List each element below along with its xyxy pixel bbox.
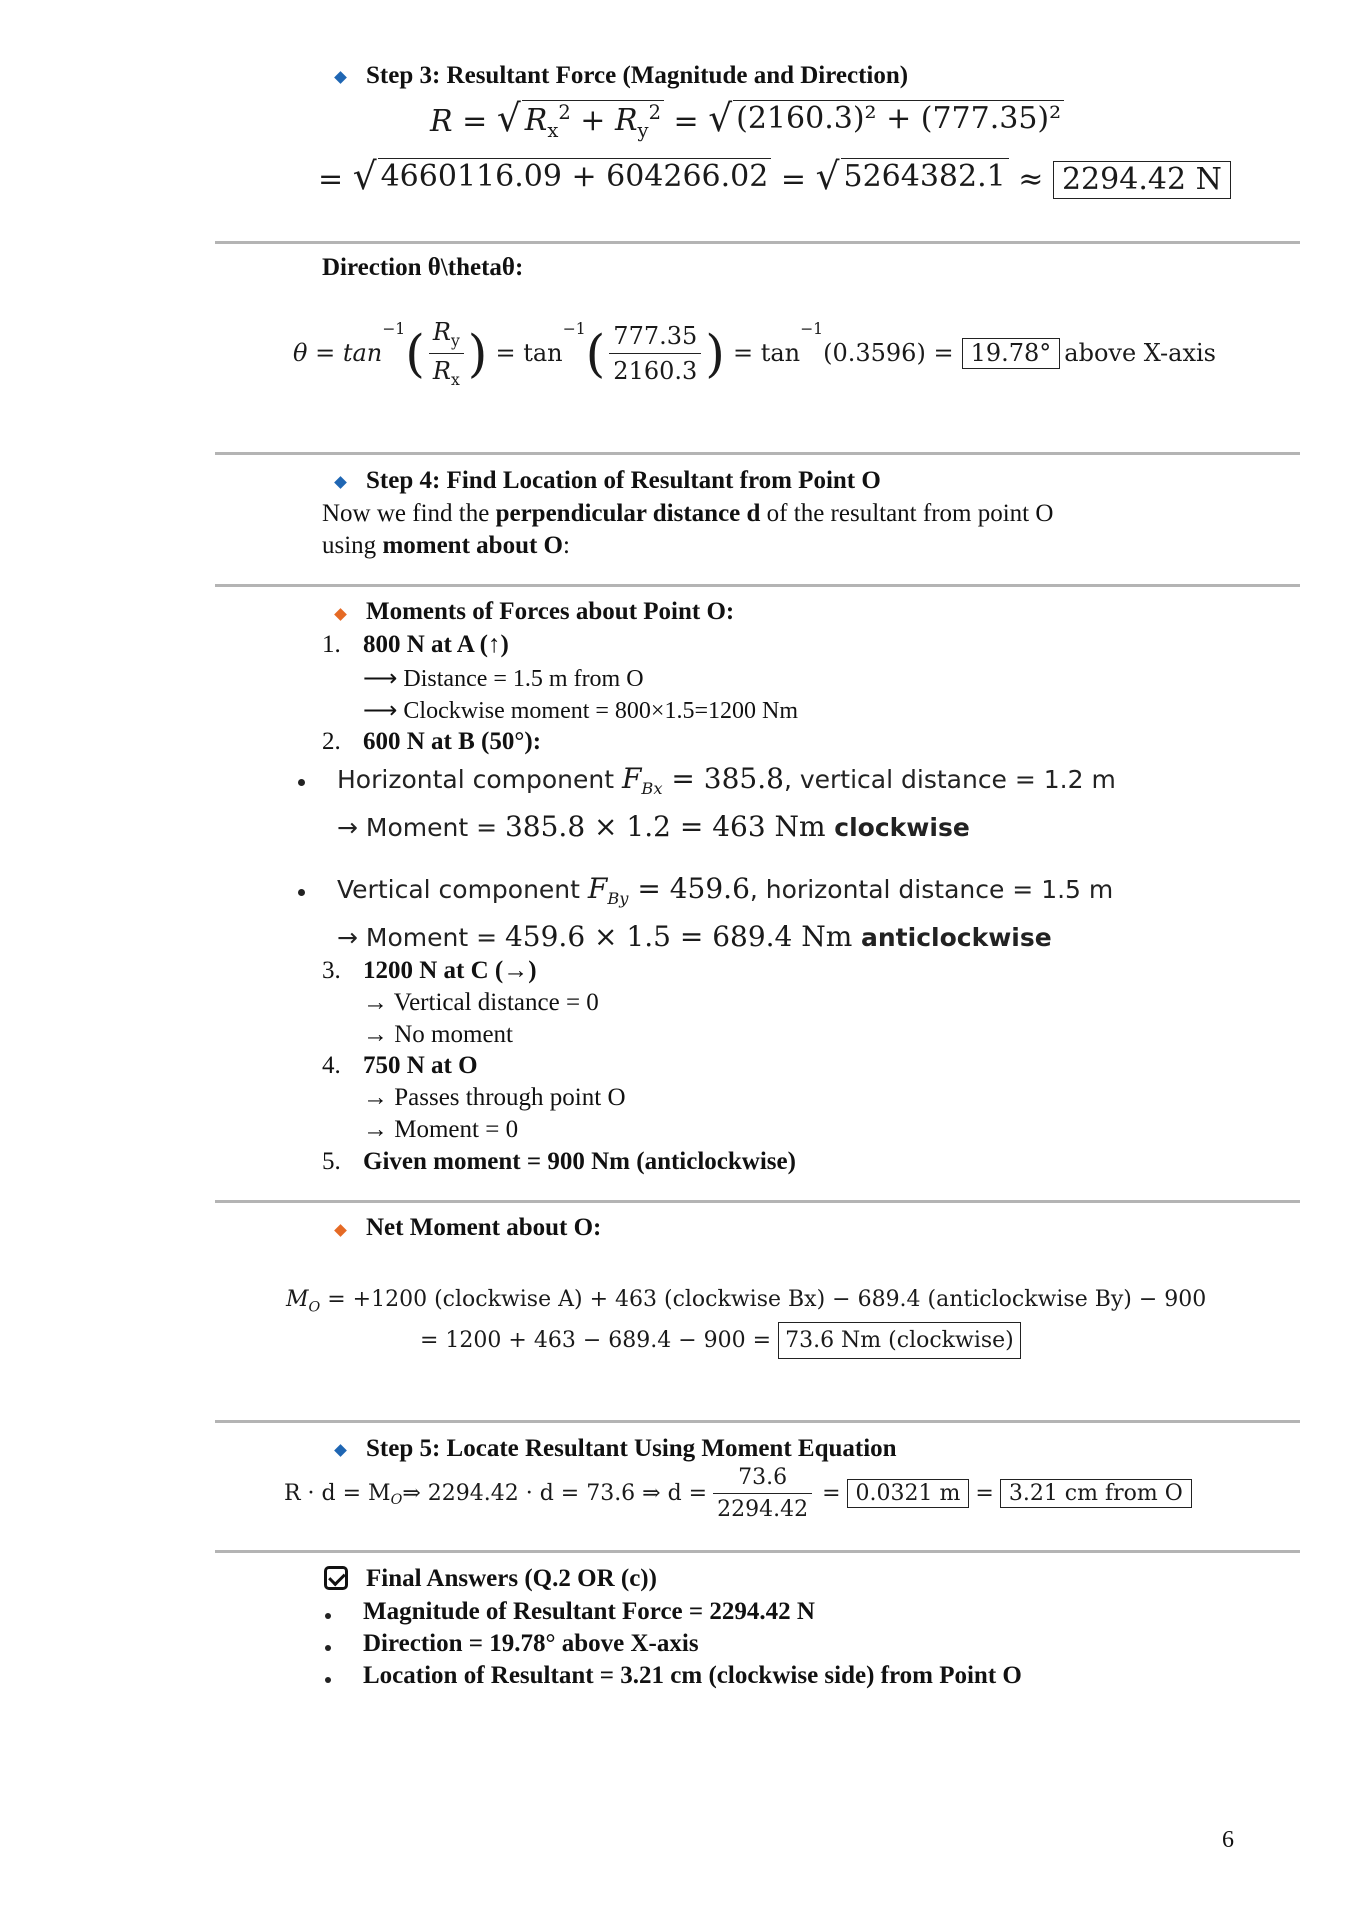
item3-line-2: → No moment xyxy=(363,1021,513,1048)
net-line2-pre: = 1200 + 463 − 689.4 − 900 = xyxy=(420,1328,772,1353)
tan-arg: (0.3596) = xyxy=(823,339,954,368)
item1-line-2: ⟶ Clockwise moment = 800×1.5=1200 Nm xyxy=(363,698,798,724)
bx-sub: Bx xyxy=(641,779,663,798)
frac1-den: R xyxy=(432,356,451,385)
sqrt-values: √ (2160.3)² + (777.35)² xyxy=(708,100,1064,138)
eq1-rhs-inner: (2160.3)² + (777.35)² xyxy=(733,100,1064,138)
net-lhs: M xyxy=(286,1287,309,1312)
frac1-den-sub: x xyxy=(450,370,460,389)
bullet-dot xyxy=(298,779,305,786)
item3-number: 3. xyxy=(322,957,341,984)
item1-line-1: ⟶ Distance = 1.5 m from O xyxy=(363,666,644,692)
bx-moment-post: clockwise xyxy=(825,813,970,842)
step4-line-2 xyxy=(322,532,570,560)
sqrt-sum: √ 4660116.09 + 604266.02 xyxy=(353,158,772,196)
step5-title: Step 5: Locate Resultant Using Moment Equation xyxy=(366,1435,897,1462)
divider-6 xyxy=(215,1550,1300,1553)
step5-mid: ⇒ 2294.42 · d = 73.6 ⇒ d = xyxy=(402,1481,708,1506)
frac1-num-sub: y xyxy=(450,331,460,350)
item1-number: 1. xyxy=(322,631,341,658)
bullet-dot xyxy=(298,889,305,896)
item3-line-1: → Vertical distance = 0 xyxy=(363,989,599,1016)
by-var: F xyxy=(587,872,608,905)
eq-tan: = tan xyxy=(495,339,563,368)
frac1-num: R xyxy=(432,318,451,346)
final-heading: Final Answers (Q.2 OR (c)) xyxy=(366,1565,657,1592)
eq2-rad1: 4660116.09 + 604266.02 xyxy=(378,158,772,196)
step5-pre: R · d = M xyxy=(284,1481,391,1506)
step5-frac-den: 2294.42 xyxy=(713,1493,812,1522)
bullet-dot xyxy=(325,1613,331,1619)
direction-heading: Direction θ\thetaθ: xyxy=(322,254,524,281)
inv-sup-2: −1 xyxy=(562,320,586,338)
eq-tan2: = tan xyxy=(732,339,801,368)
net-rest: = +1200 (clockwise A) + 463 (clockwise Bx) − 689.4 (anticlockwise By) − 900 xyxy=(320,1287,1207,1312)
net-equation-1 xyxy=(286,1287,1206,1315)
frac2-den: 2160.3 xyxy=(609,353,701,385)
item4-line-2: → Moment = 0 xyxy=(363,1116,519,1143)
eq1-lhs: R = xyxy=(430,104,488,139)
net-heading: Net Moment about O: xyxy=(366,1214,602,1241)
bx-pre: Horizontal component xyxy=(337,765,622,794)
final-item-magnitude: Magnitude of Resultant Force = 2294.42 N xyxy=(363,1598,815,1625)
item3-title: 1200 N at C (→) xyxy=(363,957,537,984)
eq2-eq: = xyxy=(318,162,344,197)
inv-sup-3: −1 xyxy=(800,320,824,338)
bx-post: , vertical distance = 1.2 m xyxy=(783,765,1116,794)
paren-close-2: ) xyxy=(705,323,725,383)
item4-number: 4. xyxy=(322,1052,341,1079)
page-number: 6 xyxy=(1222,1827,1234,1853)
step4-l1-bold: perpendicular distance d xyxy=(495,500,761,527)
bx-moment-math: 385.8 × 1.2 = 463 Nm xyxy=(504,810,826,843)
sqrt-rx-ry: √ $R_x^2 + R_y^2$ xyxy=(497,100,664,142)
paren-open-1: ( xyxy=(405,323,425,383)
paren-close-1: ) xyxy=(467,323,488,383)
item5-title: Given moment = 900 Nm (anticlockwise) xyxy=(363,1148,796,1175)
by-pre: Vertical component xyxy=(337,875,588,904)
by-sub: By xyxy=(607,889,629,908)
moments-heading: Moments of Forces about Point O: xyxy=(366,598,735,625)
step5-frac-num: 73.6 xyxy=(738,1465,788,1490)
eq2-approx: ≈ xyxy=(1018,162,1044,197)
distance-m-box: 0.0321 m xyxy=(847,1479,970,1508)
orange-diamond-icon xyxy=(334,608,347,621)
by-moment-pre: → Moment = xyxy=(337,923,505,952)
item5-number: 5. xyxy=(322,1148,341,1175)
step5-sub: O xyxy=(390,1492,403,1508)
resultant-magnitude-box: 2294.42 N xyxy=(1053,161,1231,199)
divider-1 xyxy=(215,241,1300,244)
bx-component-line xyxy=(337,762,1116,798)
net-moment-box: 73.6 Nm (clockwise) xyxy=(778,1322,1021,1359)
direction-equation xyxy=(293,318,1216,389)
step4-l1-pre: Now we find the xyxy=(322,500,496,527)
divider-4 xyxy=(215,1200,1300,1203)
step5-fraction xyxy=(713,1465,812,1522)
final-item-direction: Direction = 19.78° above X-axis xyxy=(363,1630,699,1657)
by-moment-line xyxy=(337,920,1052,953)
item4-line-1: → Passes through point O xyxy=(363,1084,626,1111)
bullet-dot xyxy=(325,1677,331,1683)
by-moment-math: 459.6 × 1.5 = 689.4 Nm xyxy=(504,920,853,953)
blue-diamond-icon xyxy=(334,71,347,84)
item2-title: 600 N at B (50°): xyxy=(363,728,542,755)
direction-suffix: above X-axis xyxy=(1064,339,1216,368)
bx-moment-line xyxy=(337,810,970,843)
net-equation-2 xyxy=(420,1322,1021,1359)
step5-equation xyxy=(284,1465,1192,1522)
fraction-ry-rx xyxy=(429,318,464,389)
divider-3 xyxy=(215,584,1300,587)
eq2-eq2: = xyxy=(780,162,807,197)
by-post: , horizontal distance = 1.5 m xyxy=(749,875,1114,904)
by-eq: = 459.6 xyxy=(628,872,750,905)
step3-equation-1 xyxy=(430,96,1064,142)
divider-5 xyxy=(215,1420,1300,1423)
checkbox-checked-icon xyxy=(324,1566,348,1590)
fraction-values xyxy=(609,322,701,385)
step4-title: Step 4: Find Location of Resultant from Point O xyxy=(366,467,881,494)
net-lhs-sub: O xyxy=(308,1299,321,1316)
step3-title: Step 3: Resultant Force (Magnitude and Direction) xyxy=(366,62,909,89)
item4-title: 750 N at O xyxy=(363,1052,478,1079)
eq2-rad2: 5264382.1 xyxy=(841,158,1009,196)
by-moment-post: anticlockwise xyxy=(852,923,1052,952)
sqrt-total: √ 5264382.1 xyxy=(816,158,1009,196)
bx-var: F xyxy=(621,762,642,795)
item1-title: 800 N at A (↑) xyxy=(363,631,509,658)
by-component-line xyxy=(337,872,1113,908)
step4-l2-post: : xyxy=(563,532,570,559)
step4-l2-pre: using xyxy=(322,532,383,559)
blue-diamond-icon xyxy=(334,1444,347,1457)
bx-eq: = 385.8 xyxy=(662,762,784,795)
orange-diamond-icon xyxy=(334,1224,347,1237)
step3-equation-2 xyxy=(318,154,1231,199)
step5-eq1: = xyxy=(822,1481,841,1506)
step4-line-1 xyxy=(322,500,1053,528)
divider-2 xyxy=(215,452,1300,455)
theta-lhs: θ = tan xyxy=(293,339,383,368)
bullet-dot xyxy=(325,1645,331,1651)
distance-cm-box: 3.21 cm from O xyxy=(1000,1479,1192,1508)
frac2-num: 777.35 xyxy=(613,321,698,350)
bx-moment-pre: → Moment = xyxy=(337,813,505,842)
final-item-location: Location of Resultant = 3.21 cm (clockwise side) from Point O xyxy=(363,1662,1022,1689)
step4-l2-bold: moment about O xyxy=(382,532,563,559)
paren-open-2: ( xyxy=(585,323,606,383)
direction-angle-box: 19.78° xyxy=(962,338,1061,369)
step5-eq2: = xyxy=(975,1481,994,1506)
blue-diamond-icon xyxy=(334,476,347,489)
inv-sup-1: −1 xyxy=(382,320,406,338)
step4-l1-post: of the resultant from point O xyxy=(760,500,1054,527)
item2-number: 2. xyxy=(322,728,341,755)
eq1-mid: = xyxy=(673,104,699,139)
